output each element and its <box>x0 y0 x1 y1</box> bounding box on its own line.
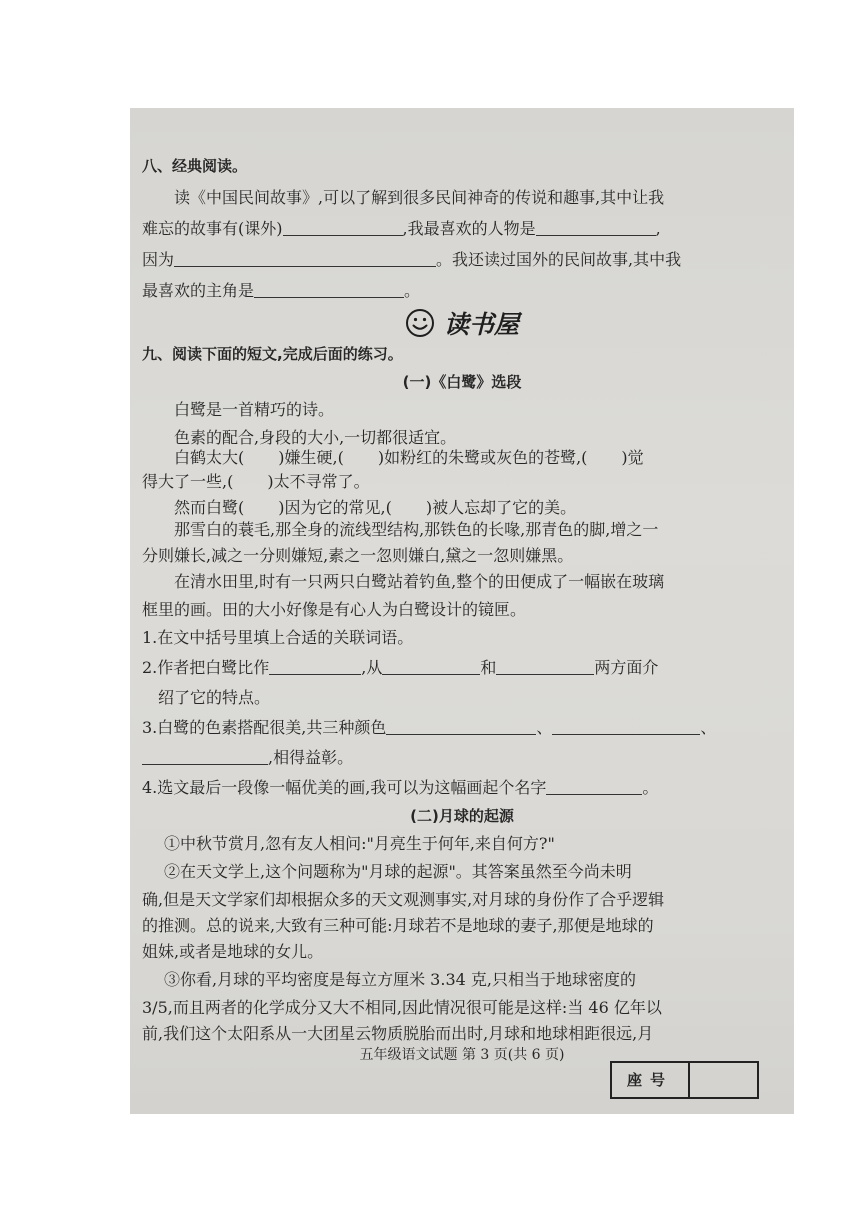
answer-blank-q2-1[interactable] <box>269 658 361 675</box>
egret-line8: 在清水田里,时有一只两只白鹭站着钓鱼,整个的田便成了一幅嵌在玻璃 <box>174 572 665 591</box>
reading-room-title: 读书屋 <box>444 310 520 339</box>
egret-line6: 那雪白的蓑毛,那全身的流线型结构,那铁色的长喙,那青色的脚,增之一 <box>174 520 659 539</box>
text: , <box>655 219 661 238</box>
text: 得大了一些,( <box>142 472 234 491</box>
question-1: 1.在文中括号里填上合适的关联词语。 <box>142 628 414 647</box>
seat-number-box <box>610 1061 759 1099</box>
text: )被人忘却了它的美。 <box>425 498 577 517</box>
moon-line5: 姐妹,或者是地球的女儿。 <box>142 942 324 961</box>
answer-blank-story[interactable] <box>283 219 403 236</box>
moon-line3: 确,但是天文学家们却根据众多的天文观测事实,对月球的身份作了合乎逻辑 <box>142 890 665 909</box>
text: ,我最喜欢的人物是 <box>402 219 536 238</box>
text: 因为 <box>142 250 175 269</box>
section8-line1: 读《中国民间故事》,可以了解到很多民间神奇的传说和趣事,其中让我 <box>174 188 665 207</box>
text: )如粉红的朱鹭或灰色的苍鹭,( <box>377 448 588 467</box>
part2-title: (二)月球的起源 <box>410 807 514 825</box>
section8-line4 <box>142 281 782 301</box>
egret-line1: 白鹭是一首精巧的诗。 <box>174 400 335 419</box>
text: 4.选文最后一段像一幅优美的画,我可以为这幅画起个名字 <box>142 778 547 797</box>
seat-number-field[interactable] <box>690 1063 757 1097</box>
text: 。 <box>642 778 659 797</box>
question-2-cont: 绍了它的特点。 <box>158 688 271 707</box>
question-3 <box>142 718 782 738</box>
section9-heading: 九、阅读下面的短文,完成后面的练习。 <box>142 345 403 363</box>
text: 。我还读过国外的民间故事,其中我 <box>436 250 682 269</box>
text: 。 <box>404 281 421 300</box>
answer-blank-q4[interactable] <box>546 778 642 795</box>
text: )太不寻常了。 <box>267 472 370 491</box>
text: 然而白鹭( <box>174 498 245 517</box>
answer-blank-q3-1[interactable] <box>386 718 536 735</box>
smiley-icon <box>405 308 435 338</box>
answer-blank-reason[interactable] <box>174 250 436 267</box>
moon-line2: ②在天文学上,这个问题称为"月球的起源"。其答案虽然至今尚未明 <box>164 862 632 881</box>
answer-blank-q2-3[interactable] <box>496 658 594 675</box>
section8-line3 <box>142 250 782 270</box>
egret-line3 <box>174 448 782 468</box>
question-4 <box>142 778 782 798</box>
exam-page-photo <box>130 108 794 1114</box>
moon-line7: 3/5,而且两者的化学成分又大不相同,因此情况很可能是这样:当 46 亿年以 <box>142 998 662 1017</box>
text: )觉 <box>621 448 644 467</box>
text: 2.作者把白鹭比作 <box>142 658 270 677</box>
section8-heading: 八、经典阅读。 <box>142 157 248 175</box>
moon-line6: ③你看,月球的平均密度是每立方厘米 3.34 克,只相当于地球密度的 <box>164 970 636 989</box>
answer-blank-q2-2[interactable] <box>382 658 480 675</box>
text: 最喜欢的主角是 <box>142 281 255 300</box>
section8-line2 <box>142 219 782 239</box>
page-footer: 五年级语文试题 第 3 页(共 6 页) <box>359 1047 565 1063</box>
text: ,从 <box>361 658 383 677</box>
text: ,相得益彰。 <box>268 748 354 767</box>
egret-line2: 色素的配合,身段的大小,一切都很适宜。 <box>174 428 457 447</box>
answer-blank-q3-2[interactable] <box>552 718 700 735</box>
text: 难忘的故事有(课外) <box>142 219 283 238</box>
text: 白鹤太大( <box>174 448 245 467</box>
egret-line5 <box>174 498 782 518</box>
answer-blank-character[interactable] <box>536 219 656 236</box>
moon-line1: ①中秋节赏月,忽有友人相问:"月亮生于何年,来自何方?" <box>164 834 555 853</box>
text: 3.白鹭的色素搭配很美,共三种颜色 <box>142 718 387 737</box>
seat-number-label: 座号 <box>612 1063 690 1097</box>
egret-line4 <box>142 472 782 492</box>
answer-blank-q3-3[interactable] <box>142 748 268 765</box>
text: 两方面介 <box>594 658 659 677</box>
moon-line8: 前,我们这个太阳系从一大团星云物质脱胎而出时,月球和地球相距很远,月 <box>142 1024 654 1043</box>
text: )因为它的常见,( <box>278 498 392 517</box>
egret-line9: 框里的画。田的大小好像是有心人为白鹭设计的镜匣。 <box>142 600 527 619</box>
text: 和 <box>480 658 497 677</box>
reading-room-header <box>130 305 794 341</box>
egret-line7: 分则嫌长,减之一分则嫌短,素之一忽则嫌白,黛之一忽则嫌黑。 <box>142 546 574 565</box>
text: 、 <box>536 718 553 737</box>
text: 、 <box>700 718 717 737</box>
question-2 <box>142 658 782 678</box>
answer-blank-protagonist[interactable] <box>254 281 404 298</box>
moon-line4: 的推测。总的说来,大致有三种可能:月球若不是地球的妻子,那便是地球的 <box>142 916 654 935</box>
part1-title: (一)《白鹭》选段 <box>402 373 522 391</box>
text: )嫌生硬,( <box>278 448 344 467</box>
question-3-cont <box>142 748 782 768</box>
